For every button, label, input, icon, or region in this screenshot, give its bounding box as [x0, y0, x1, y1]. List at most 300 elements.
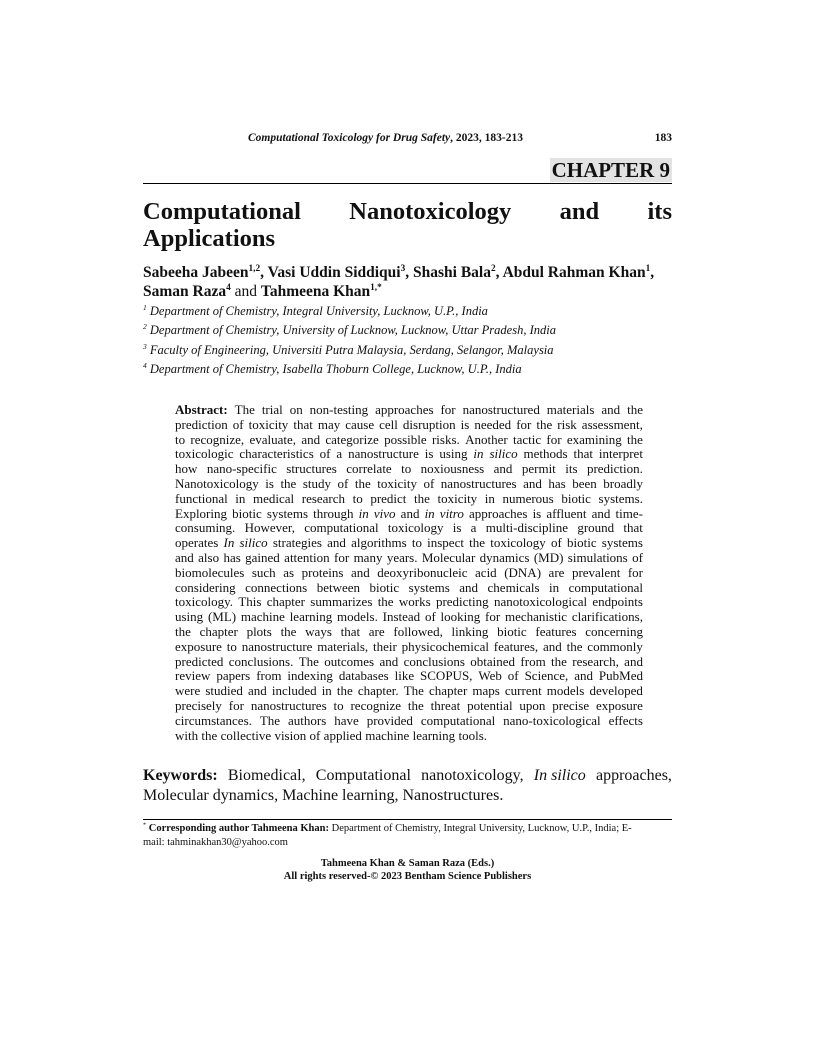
- author-affiliation-sup: 1,*: [370, 282, 382, 293]
- abstract-word: The: [298, 653, 319, 669]
- abstract-word: interpret: [598, 446, 643, 462]
- abstract-word: Nanotoxicology: [175, 475, 259, 491]
- author-list: [143, 263, 673, 301]
- abstract-word: approaches: [468, 505, 528, 521]
- abstract-word: the: [414, 490, 430, 506]
- abstract-word: clarifications,: [571, 609, 643, 625]
- abstract-word: has: [548, 475, 566, 491]
- abstract-word: the: [336, 683, 353, 699]
- abstract-line: [175, 507, 643, 522]
- abstract-word: Web: [478, 668, 502, 684]
- abstract-word: a: [470, 520, 477, 536]
- abstract-word: prediction.: [586, 461, 643, 477]
- abstract-word: nanostructure: [241, 638, 313, 654]
- abstract-word: the: [627, 402, 643, 417]
- abstract-word: examining: [566, 431, 622, 447]
- author-name: Tahmeena Khan: [260, 283, 371, 300]
- abstract-line: [175, 625, 643, 640]
- abstract-word: also: [198, 549, 220, 565]
- abstract-word: machine: [365, 727, 410, 743]
- footnote: [143, 822, 672, 850]
- abstract-word: silico: [489, 446, 518, 462]
- page-number: 183: [654, 132, 672, 144]
- footnote-email: mail: tahminakhan30@yahoo.com: [143, 837, 288, 848]
- abstract-word: and: [601, 402, 621, 417]
- abstract-word: (MD): [533, 549, 564, 565]
- abstract-word: is: [424, 446, 434, 462]
- abstract-word: functional: [175, 490, 228, 506]
- author-separator: ,: [650, 264, 655, 281]
- author-name: Sabeeha Jabeen: [143, 264, 249, 281]
- abstract-word: strategies: [272, 535, 322, 551]
- abstract-word: applied: [323, 727, 362, 743]
- abstract-word: the: [627, 431, 643, 447]
- abstract-line: [175, 492, 643, 507]
- abstract-line: [175, 447, 643, 462]
- abstract-word: the: [566, 638, 583, 654]
- abstract-word: Exploring: [175, 505, 227, 521]
- affiliation-text: Department of Chemistry, Integral University, Lucknow, U.P., India: [149, 304, 488, 318]
- abstract-line: [175, 610, 643, 625]
- abstract-word: a: [336, 446, 343, 462]
- abstract-word: deoxyribonucleic: [377, 564, 468, 580]
- abstract-word: time-: [615, 505, 643, 521]
- author-separator: ,: [495, 264, 503, 281]
- abstract-line: [175, 669, 643, 684]
- abstract-word: that: [293, 416, 313, 432]
- abstract-word: nano-toxicological: [503, 712, 601, 728]
- abstract-word: for: [440, 402, 456, 417]
- abstract-word: methods: [523, 446, 568, 462]
- abstract-word: permit: [521, 461, 556, 477]
- abstract-word: predict: [370, 490, 407, 506]
- abstract-word: simulations: [567, 549, 628, 565]
- abstract-word: are: [368, 623, 385, 639]
- abstract-word: were: [175, 683, 201, 699]
- abstract-word: that: [340, 623, 361, 639]
- abstract-word: of: [507, 668, 519, 684]
- abstract-word: current: [504, 683, 542, 699]
- abstract-word: structures: [286, 461, 337, 477]
- abstract-word: of: [550, 535, 562, 551]
- keywords-label: Keywords:: [143, 767, 218, 784]
- abstract-word: This: [238, 594, 262, 610]
- abstract-word: systems.: [598, 490, 643, 506]
- abstract-word: upon: [519, 697, 546, 713]
- abstract-line: [175, 566, 643, 581]
- abstract-word: biotic: [497, 623, 527, 639]
- abstract-word: indexing: [287, 668, 333, 684]
- abstract-word: systems: [266, 505, 308, 521]
- abstract-word: have: [334, 712, 359, 728]
- abstract-word: However,: [244, 520, 295, 536]
- abstract-word: of: [423, 475, 435, 491]
- abstract-word: noxiousness: [420, 461, 485, 477]
- abstract-word: connections: [245, 579, 308, 595]
- abstract-line: [175, 521, 643, 536]
- abstract-word: of: [632, 549, 643, 565]
- keyword: Biomedical,: [227, 767, 306, 784]
- journal-title: Computational Toxicology for Drug Safety: [248, 132, 451, 144]
- abstract-word: and: [175, 549, 194, 565]
- abstract-word: is: [532, 505, 542, 521]
- abstract-word: for: [546, 431, 562, 447]
- abstract-word: Instead: [382, 609, 421, 625]
- abstract-word: is: [452, 520, 462, 536]
- affiliation: [143, 323, 556, 338]
- abstract-word: the: [551, 653, 567, 669]
- abstract-word: with: [175, 727, 199, 743]
- abstract-word: computational: [568, 579, 643, 595]
- abstract-word: concerning: [585, 623, 643, 639]
- abstract-word: PubMed: [598, 668, 643, 684]
- abstract-word: Science,: [524, 668, 569, 684]
- abstract-word: nano-specific: [206, 461, 277, 477]
- keyword: nanotoxicology,: [421, 767, 524, 784]
- abstract-word: for: [228, 697, 244, 713]
- abstract-word: toxicologic: [175, 446, 234, 462]
- abstract-word: the: [536, 416, 553, 432]
- abstract-word: The: [234, 402, 255, 417]
- abstract-word: in: [424, 505, 435, 521]
- abstract-word: through: [313, 505, 354, 521]
- abstract-word: dynamics: [479, 549, 530, 565]
- abstract-word: for: [627, 564, 643, 580]
- abstract-word: to: [401, 461, 412, 477]
- affiliation-number: 2: [143, 321, 147, 331]
- abstract-word: databases: [338, 668, 389, 684]
- abstract-word: chapter.: [357, 683, 399, 699]
- abstract-word: toxicology: [490, 535, 546, 551]
- abstract-word: learning: [412, 727, 456, 743]
- abstract-line: [175, 699, 643, 714]
- author-affiliation-sup: 1: [645, 263, 651, 274]
- abstract-word: using: [439, 446, 468, 462]
- abstract-line: [175, 433, 643, 448]
- editors: Tahmeena Khan & Saman Raza (Eds.): [320, 858, 495, 869]
- publisher-info: [143, 857, 672, 883]
- abstract-word: possible: [384, 431, 427, 447]
- abstract-word: effects: [608, 712, 643, 728]
- abstract-word: materials,: [317, 638, 369, 654]
- abstract-word: features: [535, 623, 577, 639]
- affiliation-text: Department of Chemistry, University of Lucknow, Lucknow, Uttar Pradesh, India: [149, 323, 556, 337]
- abstract-word: physicochemical: [401, 638, 489, 654]
- abstract-word: needed: [474, 416, 512, 432]
- abstract-word: its: [565, 461, 578, 477]
- abstract-word: vision: [274, 727, 307, 743]
- header-rule: [143, 183, 672, 184]
- abstract-word: study: [302, 475, 331, 491]
- abstract-word: The: [259, 712, 281, 728]
- abstract-word: are: [548, 564, 565, 580]
- abstract-word: from: [520, 653, 546, 669]
- abstract-word: models.: [337, 609, 378, 625]
- abstract-word: collective: [220, 727, 272, 743]
- abstract-word: systems: [408, 579, 450, 595]
- abstract-word: works: [398, 594, 431, 610]
- abstract-word: included: [271, 683, 317, 699]
- abstract-word: and: [624, 653, 643, 669]
- abstract-word: features,: [493, 638, 539, 654]
- author-separator: and: [230, 283, 261, 300]
- abstract-line: [175, 551, 643, 566]
- abstract-word: proteins: [301, 564, 344, 580]
- abstract-word: toxicology: [387, 520, 444, 536]
- author-affiliation-sup: 1,2: [248, 263, 261, 274]
- abstract: [175, 403, 643, 743]
- abstract-word: endpoints: [592, 594, 643, 610]
- abstract-word: nanostructures: [440, 475, 517, 491]
- keyword: In silico: [533, 767, 586, 784]
- abstract-word: toxicity: [377, 475, 417, 491]
- abstract-word: threat: [430, 697, 461, 713]
- abstract-word: the: [377, 594, 394, 610]
- chapter-label: CHAPTER 9: [551, 158, 670, 182]
- abstract-word: machine: [240, 609, 285, 625]
- abstract-word: from: [256, 668, 282, 684]
- abstract-word: summarizes: [310, 594, 373, 610]
- abstract-word: nanotoxicological: [493, 594, 588, 610]
- abstract-word: research: [301, 490, 346, 506]
- abstract-word: in: [473, 446, 484, 462]
- footnote-marker: *: [143, 821, 147, 829]
- chapter-title: [143, 198, 672, 252]
- abstract-word: and: [247, 683, 267, 699]
- abstract-word: algorithms: [351, 535, 407, 551]
- abstract-word: plots: [246, 623, 272, 639]
- abstract-word: materials: [546, 402, 595, 417]
- abstract-word: exposure: [175, 638, 222, 654]
- keywords-line-2: Molecular dynamics, Machine learning, Nanostructures.: [143, 787, 504, 804]
- abstract-word: affluent: [546, 505, 587, 521]
- abstract-word: (ML): [207, 609, 237, 625]
- abstract-word: toxicity: [437, 490, 478, 506]
- affiliation: [143, 304, 488, 319]
- abstract-line: [175, 462, 643, 477]
- abstract-word: maps: [472, 683, 500, 699]
- abstract-word: gained: [245, 549, 280, 565]
- abstract-word: and: [493, 461, 513, 477]
- abstract-line: [175, 595, 643, 610]
- footnote-rule: [143, 819, 672, 820]
- abstract-word: in: [235, 490, 246, 506]
- abstract-word: toxicity: [248, 416, 289, 432]
- abstract-word: disruption: [402, 416, 456, 432]
- abstract-word: multi-discipline: [485, 520, 569, 536]
- abstract-word: biotic: [232, 505, 262, 521]
- abstract-word: to: [352, 490, 363, 506]
- abstract-word: Molecular: [421, 549, 476, 565]
- abstract-word: followed,: [393, 623, 443, 639]
- keyword: Computational: [315, 767, 411, 784]
- abstract-line: [175, 477, 643, 492]
- abstract-word: predicted: [175, 653, 224, 669]
- abstract-word: systems: [601, 535, 643, 551]
- abstract-word: approaches: [375, 402, 434, 417]
- abstract-word: that: [573, 446, 593, 462]
- abstract-line: [175, 684, 643, 699]
- abstract-word: vivo: [373, 505, 396, 521]
- abstract-word: learning: [289, 609, 333, 625]
- author-name: Shashi Bala: [413, 264, 491, 281]
- abstract-word: predicting: [435, 594, 489, 610]
- copyright: All rights reserved-© 2023 Bentham Science Publishers: [283, 871, 532, 882]
- abstract-word: of: [309, 727, 321, 743]
- abstract-word: their: [372, 638, 397, 654]
- abstract-word: nanostructure: [348, 446, 419, 462]
- abstract-word: SCOPUS,: [420, 668, 473, 684]
- abstract-word: The: [403, 683, 424, 699]
- abstract-word: to: [411, 535, 422, 551]
- author-name: Saman Raza: [143, 283, 227, 300]
- title-word: its: [647, 198, 672, 225]
- abstract-line: [175, 581, 643, 596]
- abstract-word: chapter: [199, 623, 238, 639]
- affiliation: [143, 343, 554, 358]
- abstract-word: for: [485, 609, 501, 625]
- abstract-word: between: [316, 579, 361, 595]
- affiliation: [143, 362, 522, 377]
- abstract-word: and: [350, 564, 370, 580]
- abstract-word: conclusions: [403, 653, 465, 669]
- abstract-word: tactic: [512, 431, 542, 447]
- abstract-word: correlate: [346, 461, 392, 477]
- abstract-word: risk: [557, 416, 577, 432]
- abstract-word: medical: [253, 490, 295, 506]
- abstract-line: [175, 536, 643, 551]
- abstract-word: and: [574, 668, 593, 684]
- abstract-word: looking: [440, 609, 481, 625]
- abstract-word: risks.: [431, 431, 460, 447]
- abstract-word: review: [175, 668, 211, 684]
- abstract-word: is: [265, 475, 274, 491]
- abstract-line: [175, 655, 643, 670]
- author-name: Vasi Uddin Siddiqui: [267, 264, 401, 281]
- abstract-word: broadly: [603, 475, 643, 491]
- abstract-word: trial: [261, 402, 283, 417]
- keywords: [143, 766, 672, 806]
- abstract-word: in: [358, 505, 369, 521]
- keyword: approaches,: [595, 767, 672, 784]
- abstract-word: and: [459, 579, 479, 595]
- abstract-word: for: [516, 416, 532, 432]
- abstract-word: chapter: [429, 683, 468, 699]
- author-name: Abdul Rahman Khan: [502, 264, 646, 281]
- abstract-word: models: [546, 683, 585, 699]
- author-separator: ,: [405, 264, 414, 281]
- abstract-line: [175, 714, 643, 729]
- abstract-word: ways: [305, 623, 332, 639]
- abstract-word: biomolecules: [175, 564, 245, 580]
- abstract-word: operates: [175, 535, 219, 551]
- abstract-word: and: [327, 535, 346, 551]
- abstract-label: Abstract:: [175, 402, 228, 417]
- abstract-word: been: [572, 475, 597, 491]
- abstract-word: computational: [304, 520, 379, 536]
- abstract-word: the: [407, 697, 424, 713]
- abstract-word: as: [283, 564, 295, 580]
- abstract-word: the: [469, 535, 486, 551]
- title-word: and: [559, 198, 600, 225]
- abstract-word: authors: [287, 712, 327, 728]
- abstract-word: chemicals: [487, 579, 540, 595]
- abstract-word: cause: [345, 416, 375, 432]
- abstract-word: precise: [552, 697, 590, 713]
- abstract-word: biotic: [567, 535, 597, 551]
- abstract-line: [175, 729, 643, 744]
- abstract-word: chapter: [266, 594, 305, 610]
- footnote-label: Corresponding author Tahmeena Khan:: [148, 823, 329, 834]
- abstract-word: in: [549, 579, 560, 595]
- abstract-word: to: [226, 638, 237, 654]
- author-affiliation-sup: 3: [400, 263, 406, 274]
- abstract-word: characteristics: [239, 446, 314, 462]
- abstract-word: vitro: [439, 505, 464, 521]
- abstract-word: consuming.: [175, 520, 236, 536]
- abstract-word: and: [301, 431, 321, 447]
- abstract-word: potential: [467, 697, 513, 713]
- abstract-word: mechanistic: [504, 609, 568, 625]
- abstract-word: the: [280, 475, 297, 491]
- affiliation-number: 4: [143, 360, 147, 370]
- affiliation-text: Faculty of Engineering, Universiti Putra Malaysia, Serdang, Selangor, Malaysia: [149, 343, 554, 357]
- abstract-word: linking: [451, 623, 489, 639]
- abstract-word: categorize: [325, 431, 379, 447]
- abstract-word: precisely: [175, 697, 222, 713]
- abstract-word: prediction: [175, 416, 228, 432]
- abstract-word: silico: [239, 535, 268, 551]
- abstract-word: like: [394, 668, 415, 684]
- affiliation-number: 1: [143, 302, 147, 312]
- abstract-word: exposure: [595, 697, 643, 713]
- abstract-word: In: [223, 535, 235, 551]
- abstract-word: biotic: [561, 490, 591, 506]
- abstract-word: has: [223, 549, 241, 565]
- abstract-word: may: [317, 416, 341, 432]
- abstract-word: considering: [175, 579, 236, 595]
- abstract-word: developed: [589, 683, 643, 699]
- abstract-word: acid: [475, 564, 497, 580]
- abstract-word: years.: [386, 549, 418, 565]
- title-word: Nanotoxicology: [349, 198, 512, 225]
- abstract-word: many: [353, 549, 383, 565]
- abstract-word: of: [337, 475, 349, 491]
- abstract-word: nanostructures: [250, 697, 327, 713]
- abstract-word: inspect: [427, 535, 464, 551]
- affiliation-number: 3: [143, 341, 147, 351]
- author-separator: ,: [260, 264, 268, 281]
- abstract-word: research,: [572, 653, 619, 669]
- abstract-word: biotic: [369, 579, 400, 595]
- abstract-word: in: [321, 683, 332, 699]
- abstract-word: commonly: [587, 638, 643, 654]
- abstract-word: attention: [284, 549, 330, 565]
- author-affiliation-sup: 2: [491, 263, 496, 274]
- abstract-word: the: [175, 623, 191, 639]
- abstract-word: the: [280, 623, 297, 639]
- abstract-line: [175, 640, 643, 655]
- abstract-word: ground: [577, 520, 615, 536]
- abstract-word: toxicology.: [175, 594, 234, 610]
- journal-info: , 2023, 183-213: [450, 132, 523, 144]
- abstract-word: assessment,: [581, 416, 643, 432]
- abstract-word: outcomes: [324, 653, 375, 669]
- title-word: Computational: [143, 198, 301, 225]
- title-line-2: Applications: [143, 225, 276, 252]
- abstract-word: computational: [420, 712, 496, 728]
- abstract-word: cell: [379, 416, 398, 432]
